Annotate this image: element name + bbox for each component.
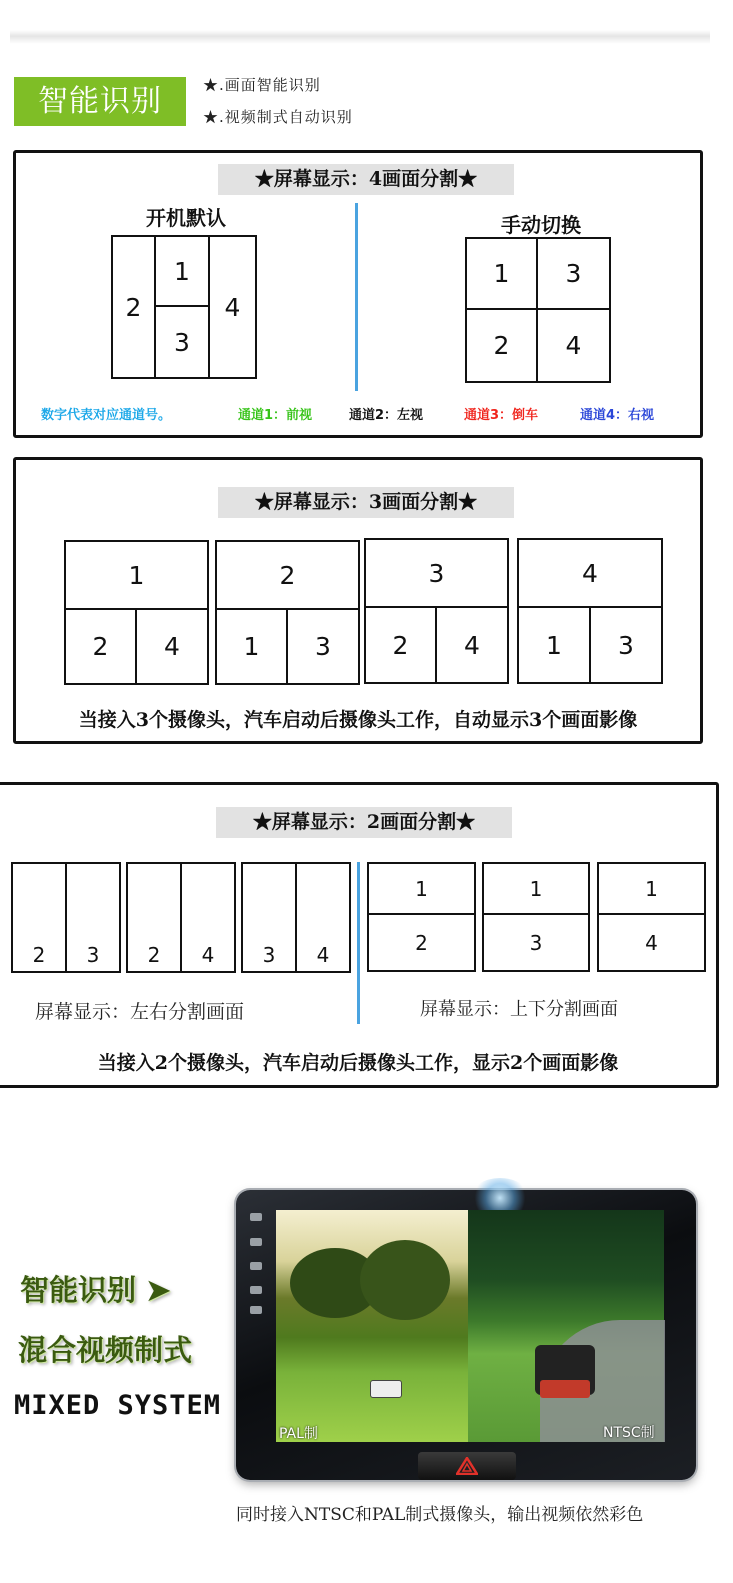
channel-number: 3 <box>428 558 445 588</box>
channel-number: 4 <box>201 943 215 967</box>
channel-cell <box>111 235 156 379</box>
channel-cell <box>208 235 257 379</box>
dual-split-panel <box>0 782 719 1088</box>
feature-item: ★.画面智能识别 <box>203 76 321 94</box>
golf-cart-seat <box>540 1380 590 1398</box>
back-icon <box>250 1262 262 1270</box>
panel-title: ★屏幕显示：3画面分割★ <box>218 487 514 518</box>
legend-note: 数字代表对应通道号。 <box>41 408 172 423</box>
channel-cell <box>154 305 210 379</box>
panel-title: ★屏幕显示：4画面分割★ <box>218 164 514 195</box>
volume-down-icon <box>250 1306 262 1314</box>
channel-number: 2 <box>147 943 161 967</box>
channel-number: 2 <box>493 331 510 360</box>
channel-cell <box>597 913 706 972</box>
channel-number: 1 <box>529 876 543 901</box>
default-label: 开机默认 <box>146 206 226 230</box>
channel-cell <box>517 606 591 684</box>
section-badge: 智能识别 <box>14 77 186 126</box>
side-by-side-diagram <box>126 862 236 973</box>
channel-cell <box>517 538 663 608</box>
manual-label: 手动切换 <box>501 213 581 237</box>
channel-number: 4 <box>464 630 480 660</box>
channel-number: 2 <box>279 560 296 590</box>
default-layout-diagram <box>111 235 257 379</box>
channel-cell <box>215 540 360 610</box>
smart-detect-heading: 智能识别 ➤ <box>20 1273 171 1307</box>
channel-cell <box>241 862 297 973</box>
hazard-button <box>418 1452 516 1480</box>
channel-number: 3 <box>174 327 190 357</box>
channel-number: 1 <box>174 256 190 286</box>
channel-cell <box>64 540 209 610</box>
legend-channel-1: 通道1：前视 <box>238 408 313 423</box>
channel-number: 1 <box>128 560 145 590</box>
golf-cart-left <box>370 1380 402 1398</box>
legend-channel-2: 通道2：左视 <box>349 408 424 423</box>
channel-cell <box>536 237 611 310</box>
side-by-side-diagram <box>11 862 121 973</box>
channel-number: 1 <box>415 876 428 901</box>
quad-split-panel <box>13 150 703 438</box>
channel-number: 1 <box>645 876 658 901</box>
stacked-diagram <box>367 862 476 972</box>
channel-cell <box>11 862 67 973</box>
channel-cell <box>482 862 590 915</box>
channel-cell <box>367 913 476 972</box>
tree-shape <box>360 1240 450 1320</box>
channel-cell <box>295 862 351 973</box>
side-by-side-diagram <box>241 862 351 973</box>
ntsc-label: NTSC制 <box>603 1425 655 1441</box>
panel-caption: 当接入3个摄像头，汽车启动后摄像头工作，自动显示3个画面影像 <box>78 709 638 731</box>
channel-number: 3 <box>315 632 331 661</box>
channel-cell <box>215 608 288 685</box>
channel-cell <box>597 862 706 915</box>
channel-number: 3 <box>262 943 276 967</box>
channel-cell <box>589 606 663 684</box>
channel-cell <box>154 235 210 307</box>
channel-number: 2 <box>392 630 409 660</box>
channel-cell <box>435 606 509 684</box>
channel-cell <box>64 608 137 685</box>
triple-split-panel <box>13 457 703 744</box>
channel-number: 4 <box>164 632 180 661</box>
channel-cell <box>536 308 611 383</box>
mixed-video-heading: 混合视频制式 <box>18 1333 193 1367</box>
channel-number: 4 <box>224 292 241 322</box>
center-divider <box>357 862 360 1024</box>
panel-caption: 当接入2个摄像头，汽车启动后摄像头工作，显示2个画面影像 <box>97 1052 619 1074</box>
triple-layout-diagram <box>364 538 509 684</box>
channel-cell <box>126 862 182 973</box>
channel-cell <box>465 308 538 383</box>
channel-number: 2 <box>125 292 142 322</box>
left-right-caption: 屏幕显示：左右分割画面 <box>35 1001 245 1023</box>
channel-cell <box>465 237 538 310</box>
channel-number: 4 <box>316 943 330 967</box>
channel-number: 1 <box>243 632 260 661</box>
channel-number: 2 <box>415 930 428 955</box>
channel-number: 1 <box>493 259 510 288</box>
channel-cell <box>367 862 476 915</box>
panel-title: ★屏幕显示：2画面分割★ <box>216 807 512 838</box>
pal-label: PAL制 <box>279 1426 318 1442</box>
triple-layout-diagram <box>517 538 663 684</box>
triple-layout-diagram <box>215 540 360 685</box>
channel-number: 1 <box>546 630 562 660</box>
volume-up-icon <box>250 1286 262 1294</box>
channel-cell <box>286 608 360 685</box>
hazard-icon <box>456 1457 478 1475</box>
channel-cell <box>65 862 121 973</box>
legend-channel-4: 通道4：右视 <box>580 408 655 423</box>
channel-cell <box>364 538 509 608</box>
channel-number: 3 <box>529 930 543 955</box>
channel-number: 2 <box>92 632 109 661</box>
triple-layout-diagram <box>64 540 209 685</box>
center-divider <box>355 203 358 391</box>
power-icon <box>250 1213 262 1221</box>
channel-number: 3 <box>565 259 582 288</box>
channel-cell <box>482 913 590 972</box>
channel-cell <box>364 606 437 684</box>
stacked-diagram <box>597 862 706 972</box>
mixed-footer-caption: 同时接入NTSC和PAL制式摄像头，输出视频依然彩色 <box>236 1505 644 1525</box>
top-divider-shadow <box>10 30 710 44</box>
feature-item: ★.视频制式自动识别 <box>203 108 353 126</box>
channel-number: 3 <box>618 630 634 660</box>
channel-number: 3 <box>86 943 100 967</box>
home-icon <box>250 1238 262 1246</box>
stacked-diagram <box>482 862 590 972</box>
legend-channel-3: 通道3：倒车 <box>464 408 539 423</box>
manual-layout-diagram <box>465 237 611 383</box>
channel-number: 2 <box>32 943 46 967</box>
top-bottom-caption: 屏幕显示：上下分割画面 <box>420 999 618 1020</box>
channel-number: 4 <box>645 930 658 955</box>
mixed-system-heading: MIXED SYSTEM <box>14 1390 222 1421</box>
channel-cell <box>180 862 236 973</box>
pal-camera-view <box>276 1210 468 1442</box>
channel-cell <box>135 608 209 685</box>
channel-number: 4 <box>582 558 598 588</box>
channel-number: 4 <box>565 331 582 360</box>
